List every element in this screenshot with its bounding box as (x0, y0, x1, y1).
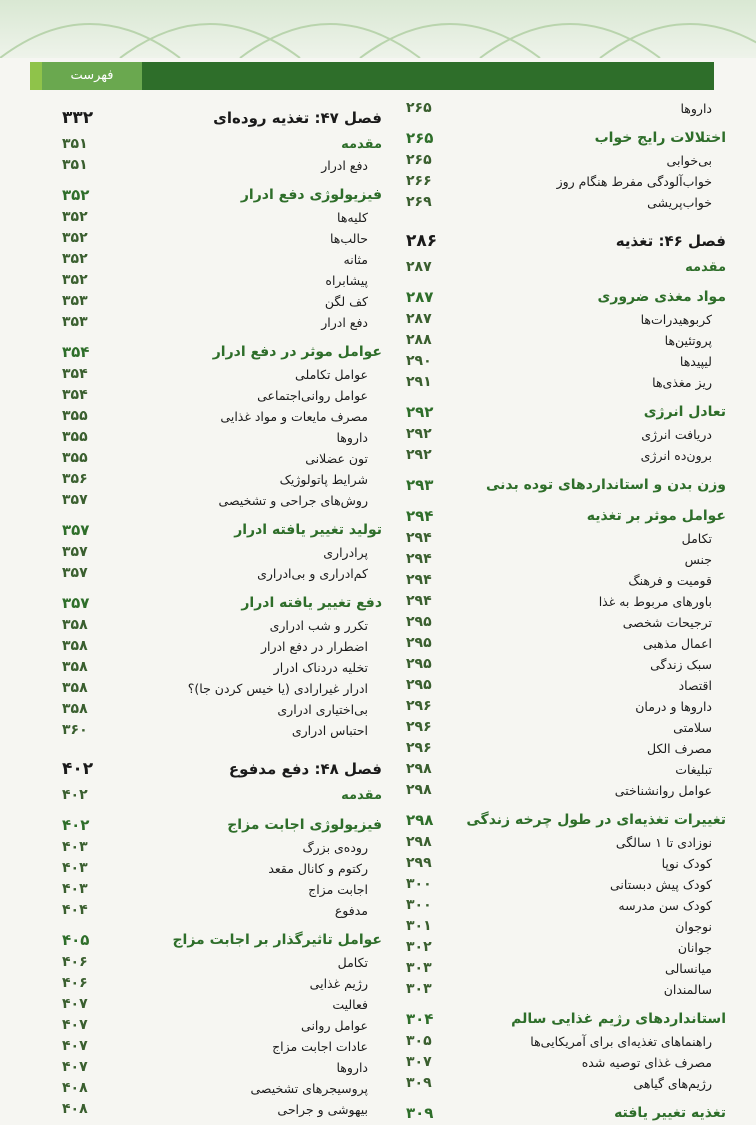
toc-item-row[interactable] (52, 563, 382, 584)
toc-page-number: ۲۹۲ (406, 403, 434, 421)
toc-item-row[interactable] (396, 654, 726, 675)
toc-item-row[interactable] (396, 171, 726, 192)
toc-page-number: ۳۰۹ (406, 1075, 432, 1091)
toc-entry-title: اجابت مزاج (308, 882, 368, 897)
toc-entry-title: شرایط پاتولوژیک (279, 472, 368, 487)
toc-item-row[interactable] (396, 570, 726, 591)
toc-page-number: ۳۰۰ (406, 897, 432, 913)
toc-chapter-row[interactable] (396, 225, 726, 257)
toc-page-number: ۴۰۵ (62, 931, 90, 949)
spacer (396, 393, 726, 401)
toc-item-row[interactable] (52, 678, 382, 699)
toc-item-row[interactable] (396, 309, 726, 330)
toc-item-row[interactable] (396, 874, 726, 895)
toc-page-number: ۳۰۴ (406, 1010, 434, 1028)
toc-page-number: ۲۹۰ (406, 353, 432, 369)
toc-page-number: ۳۵۴ (62, 366, 88, 382)
toc-item-row[interactable] (52, 1057, 382, 1078)
toc-entry-title: دفع تغییر یافته ادرار (241, 595, 382, 611)
toc-entry-title: باورهای مربوط به غذا (598, 594, 712, 609)
toc-item-row[interactable] (396, 192, 726, 213)
toc-entry-title: مصرف الکل (646, 741, 712, 756)
toc-page-number: ۳۰۱ (406, 918, 432, 934)
toc-page-number: ۲۹۴ (406, 593, 432, 609)
toc-page-number: ۲۹۴ (406, 572, 432, 588)
spacer (396, 278, 726, 286)
toc-entry-title: احتباس ادراری (291, 723, 368, 738)
toc-page-number: ۲۸۸ (406, 332, 432, 348)
toc-entry-title: دفع ادرار (321, 158, 368, 173)
toc-intro-row[interactable] (396, 257, 726, 278)
toc-item-row[interactable] (52, 270, 382, 291)
toc-page-number: ۳۰۰ (406, 876, 432, 892)
toc-item-row[interactable] (396, 979, 726, 1000)
toc-page-number: ۲۸۷ (406, 311, 432, 327)
toc-page-number: ۴۰۸ (62, 1101, 88, 1117)
toc-entry-title: تغییرات تغذیه‌ای در طول چرخه زندگی (466, 812, 726, 828)
toc-item-row[interactable] (52, 1078, 382, 1099)
toc-page-number: ۲۶۵ (406, 129, 434, 147)
top-decoration (0, 0, 756, 58)
toc-entry-title: عادات اجابت مزاج (272, 1039, 368, 1054)
toc-section-row[interactable] (52, 519, 382, 542)
toc-entry-title: کف لگن (324, 294, 368, 309)
toc-page-number: ۲۹۴ (406, 530, 432, 546)
toc-item-row[interactable] (396, 738, 726, 759)
spacer (52, 921, 382, 929)
toc-entry-title: پروسیجرهای تشخیصی (250, 1081, 368, 1096)
toc-item-row[interactable] (52, 720, 382, 741)
toc-entry-title: کودک پیش دبستانی (610, 877, 712, 892)
toc-chapter-row[interactable] (52, 102, 382, 134)
toc-entry-title: استانداردهای رژیم غذایی سالم (511, 1011, 726, 1027)
toc-item-row[interactable] (396, 330, 726, 351)
toc-item-row[interactable] (52, 699, 382, 720)
toc-page-number: ۳۵۸ (62, 617, 88, 633)
spacer (396, 213, 726, 221)
toc-page-number: ۴۰۲ (62, 816, 90, 834)
toc-entry-title: دفع ادرار (321, 315, 368, 330)
spacer (52, 806, 382, 814)
toc-page-number: ۳۰۳ (406, 960, 432, 976)
toc-entry-title: تغذیه تغییر یافته (614, 1105, 726, 1121)
toc-item-row[interactable] (396, 1052, 726, 1073)
toc-entry-title: سالمندان (663, 982, 712, 997)
toc-entry-title: خواب‌پریشی (647, 195, 712, 210)
toc-intro-row[interactable] (52, 785, 382, 806)
toc-entry-title: قومیت و فرهنگ (628, 573, 712, 588)
toc-item-row[interactable] (396, 958, 726, 979)
toc-page-number: ۴۰۴ (62, 902, 88, 918)
toc-item-row[interactable] (52, 291, 382, 312)
toc-page-number: ۳۵۵ (62, 408, 88, 424)
toc-entry-title: بیهوشی و جراحی (277, 1102, 368, 1117)
toc-item-row[interactable] (396, 759, 726, 780)
toc-item-row[interactable] (52, 858, 382, 879)
toc-page-number: ۴۰۷ (62, 996, 88, 1012)
toc-entry-title: پروتئین‌ها (664, 333, 712, 348)
toc-right-column (396, 98, 726, 1125)
toc-entry-title: فعالیت (332, 997, 368, 1012)
toc-page-number: ۳۵۸ (62, 701, 88, 717)
toc-page-number: ۲۹۶ (406, 698, 432, 714)
toc-entry-title: رژیم غذایی (309, 976, 368, 991)
spacer (396, 497, 726, 505)
toc-item-row[interactable] (52, 364, 382, 385)
toc-item-row[interactable] (396, 424, 726, 445)
toc-section-row[interactable] (52, 814, 382, 837)
toc-entry-title: داروها (336, 1060, 368, 1075)
toc-page-number: ۲۶۵ (406, 100, 432, 116)
toc-page-number: ۲۹۳ (406, 476, 434, 494)
toc-page-number: ۴۰۷ (62, 1059, 88, 1075)
toc-item-row[interactable] (52, 1015, 382, 1036)
toc-entry-title: روده‌ی بزرگ (302, 840, 368, 855)
toc-entry-title: کلیه‌ها (337, 210, 368, 225)
toc-page-number: ۲۶۹ (406, 194, 432, 210)
toc-page-number: ۲۶۶ (406, 173, 432, 189)
toc-intro-row[interactable] (52, 134, 382, 155)
toc-page-number: ۲۹۸ (406, 834, 432, 850)
toc-item-row[interactable] (52, 406, 382, 427)
toc-entry-title: مثانه (343, 252, 368, 267)
decorative-arcs (0, 0, 756, 58)
spacer (52, 741, 382, 749)
toc-item-row[interactable] (52, 879, 382, 900)
toc-entry-title: داروها و درمان (635, 699, 712, 714)
toc-entry-title: تخلیه دردناک ادرار (273, 660, 368, 675)
toc-entry-title: عوامل روانی‌اجتماعی (257, 388, 368, 403)
toc-entry-title: رکتوم و کانال مقعد (268, 861, 368, 876)
toc-entry-title: پیشابراه (325, 273, 368, 288)
toc-page-number: ۴۰۳ (62, 860, 88, 876)
toc-entry-title: عوامل روانشناختی (614, 783, 712, 798)
toc-entry-title: کودک سن مدرسه (618, 898, 712, 913)
toc-section-row[interactable] (396, 401, 726, 424)
toc-item-row[interactable] (396, 696, 726, 717)
toc-page-number: ۳۵۴ (62, 387, 88, 403)
spacer (52, 584, 382, 592)
toc-section-row[interactable] (396, 1102, 726, 1125)
toc-item-row[interactable] (396, 549, 726, 570)
toc-item-row[interactable] (396, 150, 726, 171)
toc-entry-title: رژیم‌های گیاهی (633, 1076, 712, 1091)
toc-item-row[interactable] (396, 1073, 726, 1094)
toc-item-row[interactable] (396, 98, 726, 119)
toc-entry-title: عوامل موثر در دفع ادرار (212, 344, 382, 360)
spacer (52, 333, 382, 341)
toc-item-row[interactable] (396, 832, 726, 853)
toc-entry-title: اضطرار در دفع ادرار (260, 639, 368, 654)
toc-entry-title: مواد مغذی ضروری (597, 289, 726, 305)
toc-entry-title: مصرف غذای توصیه شده (581, 1055, 712, 1070)
toc-item-row[interactable] (396, 372, 726, 393)
toc-entry-title: جنس (684, 552, 712, 567)
toc-entry-title: مصرف مایعات و مواد غذایی (220, 409, 368, 424)
spacer (52, 511, 382, 519)
toc-entry-title: ترجیحات شخصی (622, 615, 712, 630)
spacer (396, 119, 726, 127)
toc-page-number: ۳۵۶ (62, 471, 88, 487)
toc-entry-title: خواب‌آلودگی مفرط هنگام روز (556, 174, 712, 189)
toc-page-number: ۳۵۷ (62, 492, 88, 508)
toc-item-row[interactable] (52, 542, 382, 563)
toc-page-number: ۲۶۵ (406, 152, 432, 168)
toc-entry-title: تکامل (337, 955, 368, 970)
toc-section-row[interactable] (52, 184, 382, 207)
toc-entry-title: عوامل تکاملی (295, 367, 368, 382)
toc-page-number: ۳۰۵ (406, 1033, 432, 1049)
toc-page-number: ۲۹۸ (406, 782, 432, 798)
toc-page-number: ۲۸۶ (406, 231, 438, 251)
toc-page-number: ۳۵۸ (62, 638, 88, 654)
toc-item-row[interactable] (52, 385, 382, 406)
toc-entry-title: اعمال مذهبی (642, 636, 712, 651)
toc-item-row[interactable] (396, 916, 726, 937)
toc-item-row[interactable] (52, 657, 382, 678)
toc-item-row[interactable] (52, 952, 382, 973)
toc-item-row[interactable] (52, 636, 382, 657)
spacer (396, 466, 726, 474)
toc-page-number: ۳۵۷ (62, 521, 90, 539)
toc-page-number: ۳۵۲ (62, 230, 88, 246)
toc-entry-title: تکرر و شب ادراری (269, 618, 368, 633)
toc-page-number: ۳۵۷ (62, 544, 88, 560)
toc-entry-title: تعادل انرژی (643, 404, 726, 420)
toc-item-row[interactable] (52, 427, 382, 448)
toc-page-number: ۳۵۲ (62, 209, 88, 225)
toc-page-number: ۲۹۲ (406, 426, 432, 442)
toc-page-number: ۲۹۵ (406, 656, 432, 672)
spacer (396, 1094, 726, 1102)
toc-page-number: ۴۰۲ (62, 787, 88, 803)
toc-entry-title: پرادراری (323, 545, 368, 560)
toc-page-number: ۳۵۲ (62, 272, 88, 288)
toc-item-row[interactable] (396, 937, 726, 958)
toc-page-number: ۳۵۱ (62, 136, 88, 152)
toc-page-number: ۲۹۵ (406, 677, 432, 693)
toc-item-row[interactable] (52, 900, 382, 921)
toc-entry-title: حالب‌ها (329, 231, 368, 246)
toc-item-row[interactable] (396, 717, 726, 738)
toc-entry-title: جوانان (677, 940, 712, 955)
spacer (52, 176, 382, 184)
toc-item-row[interactable] (52, 1036, 382, 1057)
toc-item-row[interactable] (52, 994, 382, 1015)
toc-entry-title: داروها (336, 430, 368, 445)
toc-page-number: ۳۵۲ (62, 186, 90, 204)
toc-page-number: ۴۰۶ (62, 975, 88, 991)
toc-page-number: ۳۵۳ (62, 293, 88, 309)
toc-page-number: ۳۵۸ (62, 659, 88, 675)
toc-item-row[interactable] (52, 837, 382, 858)
toc-entry-title: مقدمه (341, 788, 382, 803)
toc-page-number: ۲۹۱ (406, 374, 432, 390)
toc-section-row[interactable] (52, 592, 382, 615)
toc-entry-title: راهنماهای تغذیه‌ای برای آمریکایی‌ها (530, 1034, 712, 1049)
toc-item-row[interactable] (52, 448, 382, 469)
toc-item-row[interactable] (52, 249, 382, 270)
toc-item-row[interactable] (52, 155, 382, 176)
toc-entry-title: فیزیولوژی دفع ادرار (240, 187, 382, 203)
toc-item-row[interactable] (396, 780, 726, 801)
toc-section-row[interactable] (396, 505, 726, 528)
toc-entry-title: ادرار غیرارادی (یا خیس کردن جا)؟ (187, 681, 368, 696)
toc-item-row[interactable] (52, 490, 382, 511)
toc-page-number: ۳۵۵ (62, 429, 88, 445)
toc-page-number: ۲۹۲ (406, 447, 432, 463)
toc-entry-title: دریافت انرژی (641, 427, 712, 442)
toc-left-column (52, 98, 382, 1120)
toc-entry-title: کربوهیدرات‌ها (640, 312, 712, 327)
toc-page-number: ۲۸۷ (406, 288, 434, 306)
toc-entry-title: برون‌ده انرژی (640, 448, 712, 463)
toc-entry-title: روش‌های جراحی و تشخیصی (218, 493, 368, 508)
toc-section-row[interactable] (52, 929, 382, 952)
toc-page-number: ۳۵۷ (62, 594, 90, 612)
toc-page-number: ۴۰۶ (62, 954, 88, 970)
toc-page-number: ۳۵۵ (62, 450, 88, 466)
toc-entry-title: بی‌خوابی (666, 153, 712, 168)
toc-item-row[interactable] (52, 228, 382, 249)
toc-entry-title: اختلالات رایج خواب (594, 130, 726, 146)
toc-entry-title: سلامتی (673, 720, 712, 735)
toc-page-number: ۲۹۶ (406, 740, 432, 756)
toc-entry-title: فصل ۴۸: دفع مدفوع (228, 760, 382, 778)
toc-page-number: ۳۵۱ (62, 157, 88, 173)
toc-section-row[interactable] (52, 341, 382, 364)
toc-entry-title: نوجوان (675, 919, 712, 934)
toc-entry-title: لیپیدها (679, 354, 712, 369)
toc-item-row[interactable] (396, 445, 726, 466)
toc-entry-title: کم‌ادراری و بی‌ادراری (257, 566, 368, 581)
toc-entry-title: ریز مغذی‌ها (652, 375, 712, 390)
toc-page-number: ۴۰۳ (62, 881, 88, 897)
toc-item-row[interactable] (52, 615, 382, 636)
toc-page-number: ۳۵۳ (62, 314, 88, 330)
toc-entry-title: تکامل (681, 531, 712, 546)
toc-entry-title: مقدمه (341, 137, 382, 152)
toc-section-row[interactable] (396, 474, 726, 497)
toc-entry-title: سبک زندگی (650, 657, 712, 672)
toc-page-number: ۲۹۵ (406, 614, 432, 630)
toc-page-number: ۲۹۶ (406, 719, 432, 735)
toc-entry-title: فصل ۴۷: تغذیه روده‌ای (213, 109, 382, 127)
spacer (396, 801, 726, 809)
toc-page-number: ۳۰۹ (406, 1104, 434, 1122)
toc-page-number: ۳۵۴ (62, 343, 90, 361)
toc-entry-title: داروها (680, 101, 712, 116)
toc-entry-title: وزن بدن و استانداردهای توده بدنی (485, 477, 726, 493)
toc-entry-title: مقدمه (685, 260, 726, 275)
toc-page-number: ۳۰۲ (406, 939, 432, 955)
toc-item-row[interactable] (52, 312, 382, 333)
toc-page-number: ۲۹۸ (406, 761, 432, 777)
toc-page-number: ۳۳۲ (62, 108, 94, 128)
toc-page-number: ۴۰۲ (62, 759, 94, 779)
toc-page-number: ۲۸۷ (406, 259, 432, 275)
toc-item-row[interactable] (396, 853, 726, 874)
toc-item-row[interactable] (396, 895, 726, 916)
toc-item-row[interactable] (52, 973, 382, 994)
toc-item-row[interactable] (52, 1099, 382, 1120)
toc-entry-title: عوامل موثر بر تغذیه (586, 508, 726, 524)
toc-page-number: ۴۰۳ (62, 839, 88, 855)
toc-item-row[interactable] (396, 1031, 726, 1052)
toc-page-number: ۳۰۷ (406, 1054, 432, 1070)
toc-page-number: ۲۹۴ (406, 551, 432, 567)
toc-item-row[interactable] (396, 351, 726, 372)
toc-entry-title: بی‌اختیاری ادراری (277, 702, 368, 717)
toc-entry-title: میانسالی (665, 961, 712, 976)
spacer (396, 1000, 726, 1008)
toc-item-row[interactable] (396, 633, 726, 654)
toc-page-number: ۴۰۸ (62, 1080, 88, 1096)
toc-page-number: ۲۹۹ (406, 855, 432, 871)
toc-section-row[interactable] (396, 286, 726, 309)
toc-item-row[interactable] (396, 528, 726, 549)
toc-section-row[interactable] (396, 1008, 726, 1031)
toc-entry-title: عوامل تاثیرگذار بر اجابت مزاج (172, 932, 382, 948)
toc-page-number: ۴۰۷ (62, 1038, 88, 1054)
toc-entry-title: مدفوع (334, 903, 368, 918)
toc-page-number: ۳۰۳ (406, 981, 432, 997)
toc-page-number: ۲۹۵ (406, 635, 432, 651)
toc-page-number: ۳۶۰ (62, 722, 88, 738)
toc-item-row[interactable] (396, 591, 726, 612)
toc-item-row[interactable] (52, 207, 382, 228)
toc-entry-title: عوامل روانی (301, 1018, 368, 1033)
toc-entry-title: تولید تغییر یافته ادرار (234, 522, 382, 538)
toc-item-row[interactable] (396, 675, 726, 696)
toc-item-row[interactable] (396, 612, 726, 633)
toc-page-number: ۳۵۲ (62, 251, 88, 267)
toc-entry-title: فیزیولوژی اجابت مزاج (227, 817, 382, 833)
toc-item-row[interactable] (52, 469, 382, 490)
header-accent (30, 62, 42, 90)
toc-entry-title: تبلیغات (675, 762, 712, 777)
toc-page-number: ۲۹۴ (406, 507, 434, 525)
toc-entry-title: فصل ۴۶: تغذیه (615, 232, 726, 250)
toc-page-number: ۴۰۷ (62, 1017, 88, 1033)
toc-page-number: ۳۵۷ (62, 565, 88, 581)
toc-entry-title: نوزادی تا ۱ سالگی (615, 835, 712, 850)
toc-entry-title: اقتصاد (678, 678, 712, 693)
toc-entry-title: کودک نوپا (661, 856, 712, 871)
toc-section-row[interactable] (396, 127, 726, 150)
toc-page-number: ۳۵۸ (62, 680, 88, 696)
toc-section-row[interactable] (396, 809, 726, 832)
page-title: فهرست (70, 68, 114, 83)
toc-page-number: ۲۹۸ (406, 811, 434, 829)
toc-chapter-row[interactable] (52, 753, 382, 785)
toc-entry-title: تون عضلانی (305, 451, 368, 466)
